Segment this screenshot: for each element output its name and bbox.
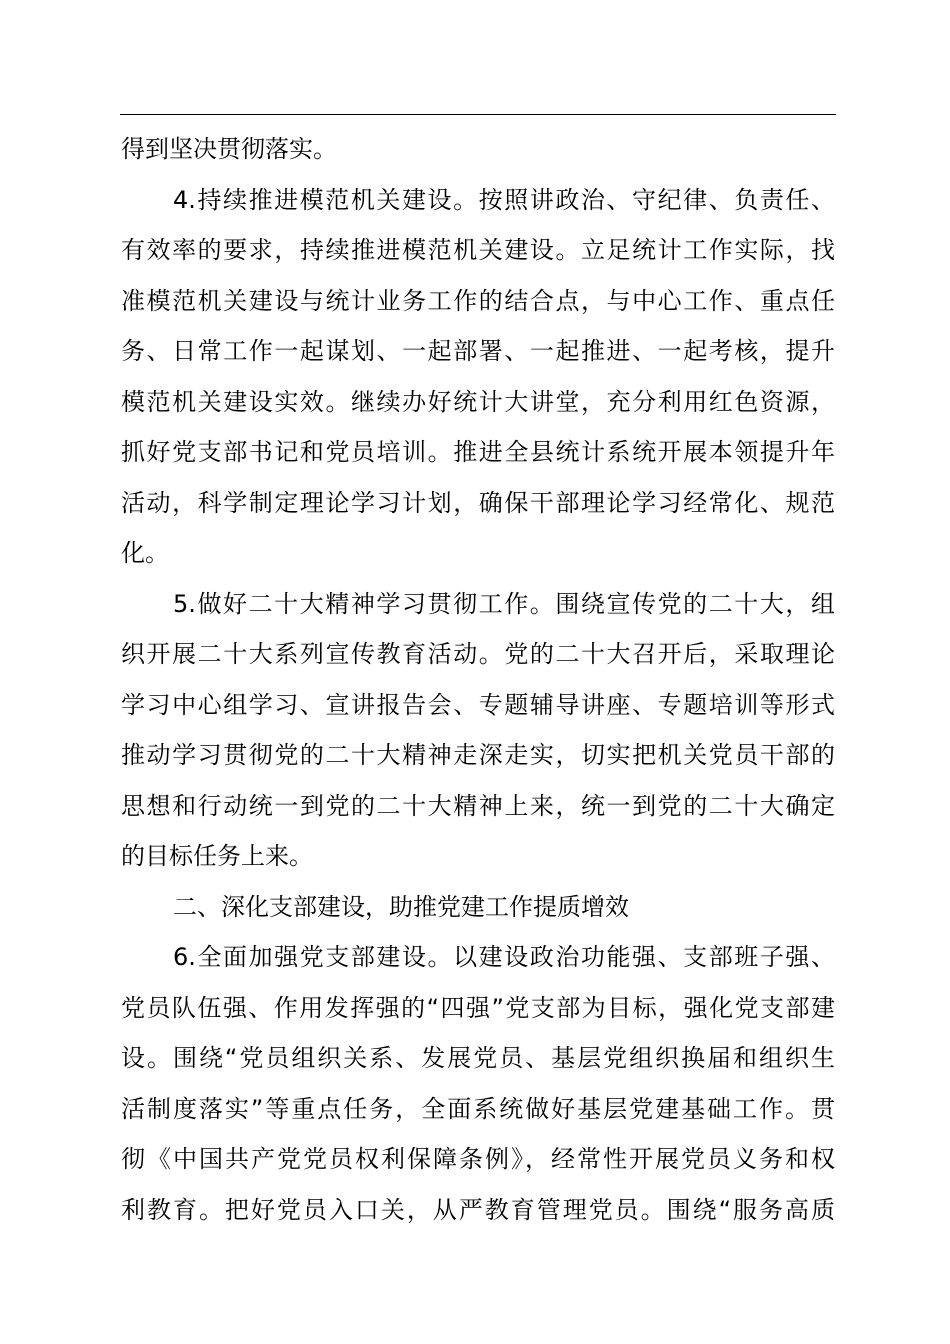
paragraph-line: 化。 — [121, 539, 169, 567]
header-rule — [120, 114, 836, 115]
paragraph-line: 织开展二十大系列宣传教育活动。党的二十大召开后，采取理论 — [121, 640, 835, 668]
paragraph-line: 得到坚决贯彻落实。 — [121, 135, 337, 163]
paragraph-line: 抓好党支部书记和党员培训。推进全县统计系统开展本领提升年 — [121, 438, 835, 466]
paragraph-line: 思想和行动统一到党的二十大精神上来，统一到党的二十大确定 — [121, 791, 835, 820]
paragraph-line: 准模范机关建设与统计业务工作的结合点，与中心工作、重点任 — [121, 286, 835, 315]
paragraph-line: 活制度落实”等重点任务，全面系统做好基层党建基础工作。贯 — [121, 1094, 835, 1123]
section-heading: 二、深化支部建设，助推党建工作提质增效 — [173, 892, 629, 921]
paragraph-line: 利教育。把好党员入口关，从严教育管理党员。围绕“服务高质 — [121, 1195, 835, 1224]
paragraph-line: 推动学习贯彻党的二十大精神走深走实，切实把机关党员干部的 — [121, 741, 835, 769]
paragraph-line: 务、日常工作一起谋划、一起部署、一起推进、一起考核，提升 — [121, 337, 835, 365]
paragraph-line: 模范机关建设实效。继续办好统计大讲堂，充分利用红色资源， — [121, 387, 835, 416]
paragraph-line: 彻《中国共产党党员权利保障条例》，经常性开展党员义务和权 — [121, 1145, 835, 1173]
paragraph-line: 学习中心组学习、宣讲报告会、专题辅导讲座、专题培训等形式 — [121, 690, 835, 719]
paragraph-line: 设。围绕“党员组织关系、发展党员、基层党组织换届和组织生 — [121, 1044, 835, 1072]
paragraph-line: 有效率的要求，持续推进模范机关建设。立足统计工作实际，找 — [121, 236, 835, 264]
paragraph-line: 的目标任务上来。 — [121, 842, 313, 870]
paragraph-line: 党员队伍强、作用发挥强的“四强”党支部为目标，强化党支部建 — [121, 993, 835, 1022]
paragraph-line: 活动，科学制定理论学习计划，确保干部理论学习经常化、规范 — [121, 488, 835, 517]
paragraph-line: 6.全面加强党支部建设。以建设政治功能强、支部班子强、 — [173, 943, 835, 971]
paragraph-line: 4.持续推进模范机关建设。按照讲政治、守纪律、负责任、 — [173, 185, 835, 214]
paragraph-line: 5.做好二十大精神学习贯彻工作。围绕宣传党的二十大，组 — [173, 589, 835, 618]
document-body — [121, 124, 835, 1235]
